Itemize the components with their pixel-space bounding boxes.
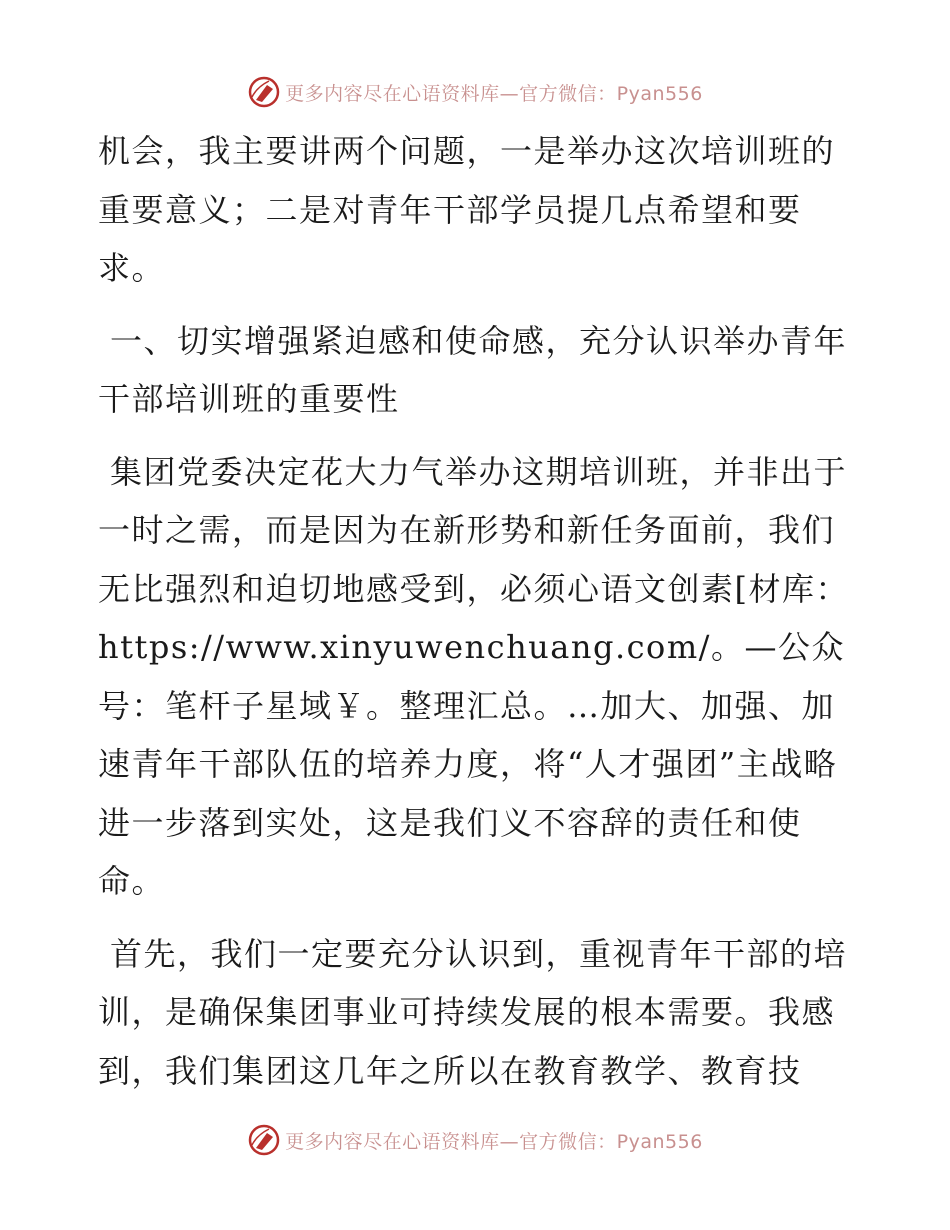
paragraph-intro: 机会，我主要讲两个问题，一是举办这次培训班的重要意义；二是对青年干部学员提几点希望和要求。 [98,132,836,287]
pen-nib-logo-icon [247,75,281,109]
section-heading: 一、切实增强紧迫感和使命感，充分认识举办青年干部培训班的重要性 [98,321,848,418]
header-banner [0,70,950,114]
document-body [98,122,850,1114]
footer-banner [0,1118,950,1162]
footer-banner-text: 更多内容尽在心语资料库—官方微信：Pyan556 [285,1130,703,1153]
header-banner-text: 更多内容尽在心语资料库—官方微信：Pyan556 [285,82,703,105]
pen-nib-logo-icon [247,1123,281,1157]
paragraph-body: 集团党委决定花大力气举办这期培训班，并非出于一时之需，而是因为在新形势和新任务面前，我们无比强烈和迫切地感受到，必须心语文创素[材库：https://www.xinyuwenchuang.com/。—公众号：笔杆子星域￥。整理汇总。…加大、加强、加速青年干部队伍的培养力度，将“人才强团”主战略进一步落到实处，这是我们义不容辞的责任和使命。 [98,452,849,900]
paragraph-first-point: 首先，我们一定要充分认识到，重视青年干部的培训，是确保集团事业可持续发展的根本需要。我感到，我们集团这几年之所以在教育教学、教育技 [98,934,848,1090]
